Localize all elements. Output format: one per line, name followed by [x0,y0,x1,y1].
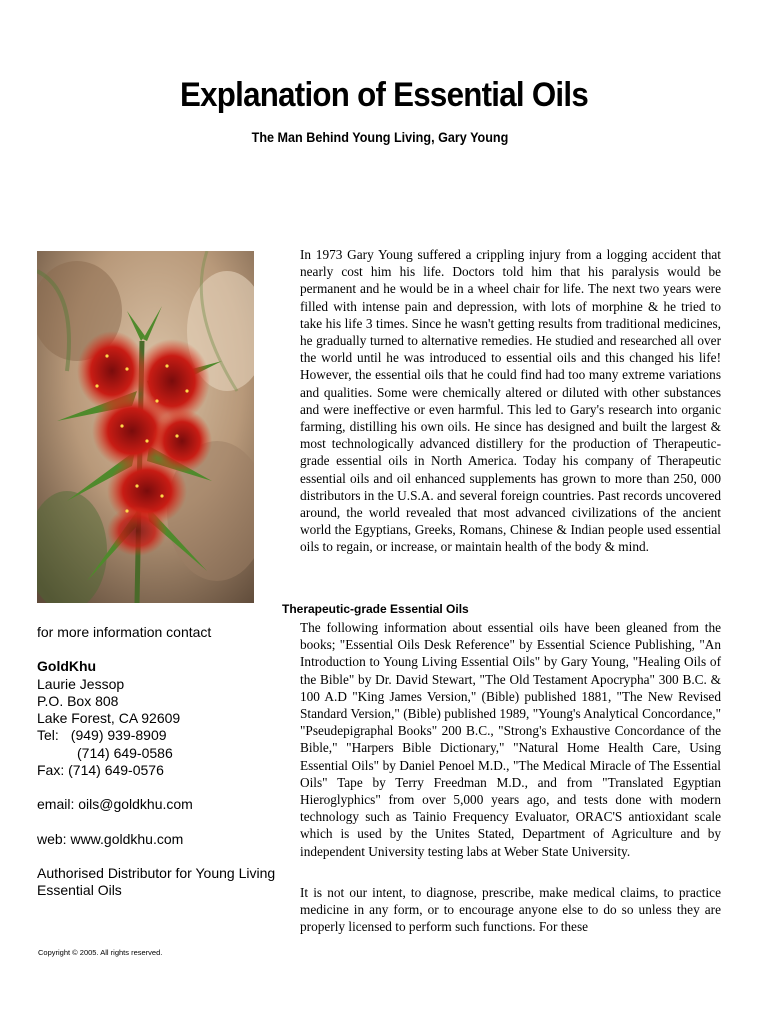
sources-paragraph: The following information about essential oils have been gleaned from the books; "Essential Oils Desk Reference" by Essential Science Publishing, "An Introduction to Young Living Essential Oils" by Gary Young, "Healing Oils of the Bible" by Dr. David Stewart, "The Old Testament Apocrypha" 300 B.C. & 100 A.D "King James Version," (Bible) published 1881, "The New Revised Standard Version," (Bible) published 1989, "Young's Analytical Concordance," "Pseudepigraphal Books" 200 B.C., "Strong's Exhaustive Concordance of the Bible," "Harpers Bible Dictionary," "Natural Home Health Care, Using Essential Oils" by Daniel Penoel M.D., "The Medical Miracle of The Essential Oils" Tape by Terry Freedman M.D., and from "Translated Egyptian Hieroglyphics" from over 5,000 years ago, and tests done with modern technology such as Tainio Frequency Evaluator, ORAC'S antioxidant scale which is used by the Unites Stated, Department of Agriculture and by independent University testing labs at Weber State University. [300,620,721,859]
tel-number-1: (949) 939-8909 [70,727,167,744]
section-heading: Therapeutic-grade Essential Oils [282,602,469,616]
telephone-line-1 [37,727,277,744]
city-address: Lake Forest, CA 92609 [37,710,181,727]
contact-intro: for more information contact [37,624,212,640]
email-line: email: oils@goldkhu.com [37,796,193,813]
company-name: GoldKhu [37,658,97,675]
contact-block [37,624,277,900]
flower-photo [37,251,254,603]
web-line: web: www.goldkhu.com [37,830,184,847]
intro-paragraph: In 1973 Gary Young suffered a crippling injury from a logging accident that nearly cost him his life. Doctors told him that his paralysis would be permanent and he would be in a wheel chair for life. The next two years were filled with intense pain and depression, with lots of morphine & he tried to take his life 3 times. Since he wasn't getting results from traditional medicines, he gradually turned to alternative remedies. He studied and researched all over the world until he was introduced to essential oils and this changed his life! However, the essential oils that he could find had too many extreme variations and qualities. Some were chemically altered or diluted with other substances and were ineffective or even harmful. This led to Gary's research into organic farming, distilling his own oils. He since has designed and built the largest & most technologically advanced distillery for the production of Therapeutic-grade essential oils in North America. Today his company of Therapeutic essential oils and oil enhanced supplements has grown to more than 250, 000 distributors in the U.S.A. and several foreign countries. Past records uncovered around, the world revealed that most advanced civilizations of the ancient world the Egyptians, Greeks, Romans, Chinese & Indian people used essential oils to regain, or increase, or maintain health of the body & mind. [300,247,721,555]
page-title: Explanation of Essential Oils [179,76,588,114]
disclaimer-paragraph: It is not our intent, to diagnose, prescribe, make medical claims, to practice medicine in any form, or to encourage anyone else to do so unless they are properly licensed to perform such functions. For these [300,885,721,935]
distributor-note: Authorised Distributor for Young Living Essential Oils [37,864,276,899]
page-subtitle: The Man Behind Young Living, Gary Young [251,129,509,145]
telephone-line-2: (714) 649-0586 [77,744,173,761]
po-box: P.O. Box 808 [37,692,119,709]
contact-name: Laurie Jessop [37,675,125,692]
tel-label: Tel: [37,727,59,744]
copyright-notice: Copyright © 2005. All rights reserved. [38,948,163,957]
fax-line: Fax: (714) 649-0576 [37,762,164,779]
